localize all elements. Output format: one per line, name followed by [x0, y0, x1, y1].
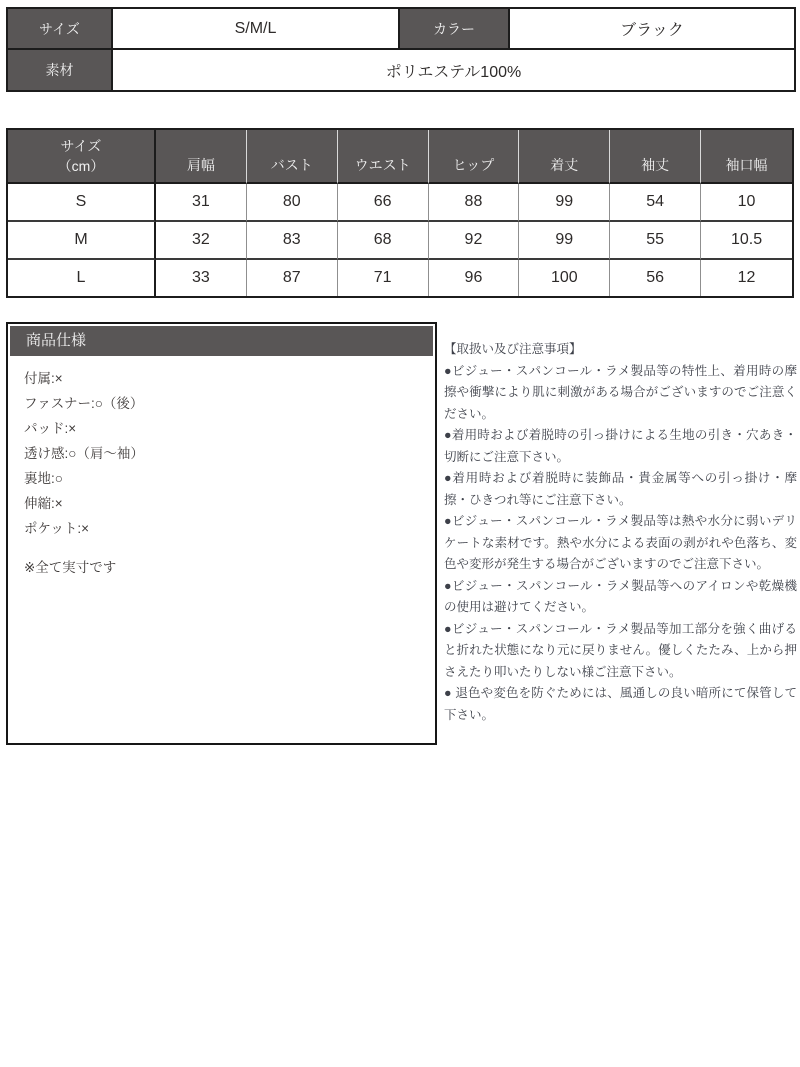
- spec-box-title-bar: 商品仕様: [10, 326, 433, 356]
- cell-m-waist: 68: [338, 222, 429, 260]
- size-value-cell: S/M/L: [112, 8, 399, 49]
- header-sleeve-length: 袖丈: [610, 130, 701, 184]
- header-cuff-width: 袖口幅: [701, 130, 792, 184]
- spec-item-lining: 裏地:○: [24, 471, 63, 486]
- care-notes: [444, 339, 797, 726]
- care-note-item: ●ビジュー・スパンコール・ラメ製品等は熱や水分に弱いデリケートな素材です。熱や水分による表面の剥がれや色落ち、変色や変形が発生する場合がございますのでご注意下さい。: [444, 514, 797, 571]
- size-chart-header-row: [8, 130, 792, 184]
- size-label-cell: サイズ: [7, 8, 112, 49]
- row-size-cell: L: [8, 260, 156, 296]
- size-chart-row-l: [8, 260, 792, 296]
- spec-item-sheerness: 透け感:○（肩～袖）: [24, 446, 144, 461]
- header-length: 着丈: [519, 130, 610, 184]
- cell-m-hip: 92: [429, 222, 520, 260]
- spec-measurement-note: ※全て実寸です: [24, 560, 117, 575]
- care-note-item: ●ビジュー・スパンコール・ラメ製品等へのアイロンや乾燥機の使用は避けてください。: [444, 578, 797, 614]
- cell-s-waist: 66: [338, 184, 429, 222]
- cell-m-sleeve: 55: [610, 222, 701, 260]
- header-hip: ヒップ: [429, 130, 520, 184]
- cell-s-bust: 80: [247, 184, 338, 222]
- summary-row-size-color: [7, 8, 795, 49]
- cell-s-shoulder: 31: [156, 184, 247, 222]
- cell-l-bust: 87: [247, 260, 338, 296]
- cell-l-hip: 96: [429, 260, 520, 296]
- size-header-line1: サイズ: [60, 137, 102, 154]
- cell-m-bust: 83: [247, 222, 338, 260]
- cell-l-cuff: 12: [737, 269, 756, 286]
- cell-s-sleeve: 54: [610, 184, 701, 222]
- cell-s-length: 99: [519, 184, 610, 222]
- color-label-cell: カラー: [399, 8, 509, 49]
- product-spec-box: [6, 322, 437, 745]
- care-notes-title: 【取扱い及び注意事項】: [444, 342, 582, 356]
- header-waist: ウエスト: [338, 130, 429, 184]
- summary-row-material: [7, 49, 795, 91]
- cell-l-length: 100: [519, 260, 610, 296]
- care-note-item: ●ビジュー・スパンコール・ラメ製品等加工部分を強く曲げると折れた状態になり元に戻りません。優しくたたみ、上から押さえたり叩いたりしない様ご注意下さい。: [444, 621, 797, 679]
- spec-item-pad: パッド:×: [24, 421, 77, 436]
- cell-s-hip: 88: [429, 184, 520, 222]
- size-chart-table: [6, 128, 794, 298]
- row-size-cell: M: [8, 222, 156, 260]
- product-summary-table: [6, 7, 796, 92]
- size-chart-row-s: [8, 184, 792, 222]
- size-chart-row-m: [8, 222, 792, 260]
- cell-l-sleeve: 56: [610, 260, 701, 296]
- cell-l-waist: 71: [338, 260, 429, 296]
- care-note-item: ●ビジュー・スパンコール・ラメ製品等の特性上、着用時の摩擦や衝撃により肌に刺激がある場合がございますのでご注意ください。: [444, 363, 797, 421]
- cell-m-shoulder: 32: [156, 222, 247, 260]
- care-note-item: ●着用時および着脱時に装飾品・貴金属等への引っ掛け・摩擦・ひきつれ等にご注意下さい。: [444, 471, 797, 507]
- cell-l-shoulder: 33: [156, 260, 247, 296]
- material-label-cell: 素材: [7, 49, 112, 91]
- color-value-cell: ブラック: [509, 8, 795, 49]
- cell-m-length: 99: [519, 222, 610, 260]
- cell-s-cuff: 10: [701, 184, 792, 222]
- spec-item-pocket: ポケット:×: [24, 521, 89, 536]
- size-cm-header-cell: [8, 130, 156, 184]
- spec-item-accessories: 付属:×: [24, 371, 63, 386]
- spec-item-stretch: 伸縮:×: [24, 496, 63, 511]
- care-note-item: ●着用時および着脱時の引っ掛けによる生地の引き・穴あき・切断にご注意下さい。: [444, 428, 797, 464]
- spec-item-fastener: ファスナー:○（後）: [24, 396, 144, 411]
- material-value-cell: ポリエステル100%: [112, 49, 795, 91]
- size-header-line2: （cm）: [57, 158, 105, 174]
- header-bust: バスト: [247, 130, 338, 184]
- header-shoulder-width: 肩幅: [156, 130, 247, 184]
- row-size-cell: S: [8, 184, 156, 222]
- care-note-item: ● 退色や変色を防ぐためには、風通しの良い暗所にて保管して下さい。: [444, 686, 797, 722]
- cell-m-cuff: 10.5: [701, 222, 792, 260]
- spec-list: [8, 358, 435, 580]
